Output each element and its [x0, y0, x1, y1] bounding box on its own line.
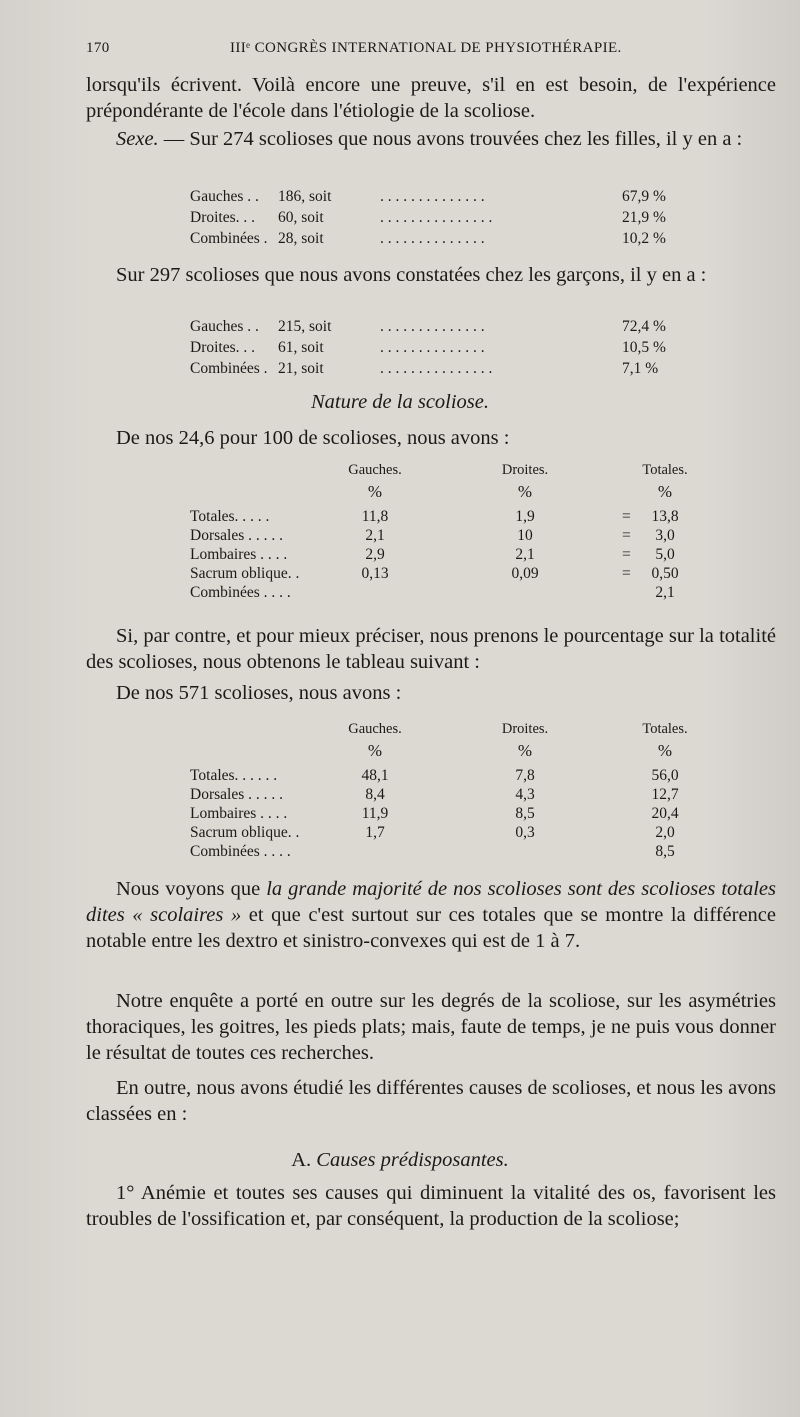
item-label: Droites. . . [190, 209, 256, 226]
cell-droites: 0,3 [515, 824, 535, 841]
item-percent: 10,2 % [622, 230, 666, 247]
cell-totales: 20,4 [651, 805, 679, 822]
equals-sign: = [622, 508, 631, 525]
item-percent: 72,4 % [622, 318, 666, 335]
column-header-droites: Droites. [501, 721, 549, 737]
item-label: Gauches . . [190, 188, 259, 205]
cell-gauches: 1,7 [365, 824, 385, 841]
paragraph-571-scolioses: De nos 571 scolioses, nous avons : [116, 682, 402, 704]
paragraph-anemia: 1° Anémie et toutes ses causes qui diminuent la vitalité des os, favorisent les troubles de l'ossification et, par conséquent, la production de la scoliose; [86, 1182, 776, 1230]
cell-totales: 13,8 [651, 508, 679, 525]
section-title-nature: Nature de la scoliose. [310, 391, 490, 413]
row-label: Combinées . . . . [190, 584, 291, 601]
row-label: Sacrum oblique. . [190, 565, 300, 582]
sex-heading: Sexe. [116, 128, 159, 150]
cell-gauches: 11,9 [361, 805, 389, 822]
cell-totales: 8,5 [655, 843, 675, 860]
cell-gauches: 2,9 [365, 546, 385, 563]
paragraph-sex-girls [86, 126, 776, 152]
paragraph-table2-intro: Si, par contre, et pour mieux préciser, nous prenons le pourcentage sur la totalité des scolioses, nous obtenons le tableau suivant : [86, 625, 776, 673]
column-header-totales: Totales. [642, 462, 688, 478]
cell-droites: 1,9 [515, 508, 535, 525]
column-unit: % [517, 741, 533, 760]
column-unit: % [517, 482, 533, 501]
section-causes-title: Causes prédisposantes. [316, 1149, 509, 1171]
cell-gauches: 48,1 [361, 767, 389, 784]
row-label: Dorsales . . . . . [190, 527, 283, 544]
cell-gauches: 11,8 [361, 508, 389, 525]
equals-sign: = [622, 565, 631, 582]
cell-droites: 8,5 [515, 805, 535, 822]
list-item [190, 209, 690, 229]
paragraph-table1-intro: De nos 24,6 pour 100 de scolioses, nous avons : [116, 427, 510, 449]
item-dots: . . . . . . . . . . . . . . . [380, 360, 493, 377]
item-dots: . . . . . . . . . . . . . . . [380, 209, 493, 226]
cell-gauches: 8,4 [365, 786, 385, 803]
cell-totales: 56,0 [651, 767, 679, 784]
item-dots: . . . . . . . . . . . . . . [380, 230, 485, 247]
paragraph-boys: Sur 297 scolioses que nous avons constatées chez les garçons, il y en a : [116, 264, 707, 286]
item-count: 186, soit [278, 188, 332, 205]
row-label: Sacrum oblique. . [190, 824, 300, 841]
item-dots: . . . . . . . . . . . . . . [380, 318, 485, 335]
cell-totales: 5,0 [655, 546, 675, 563]
item-percent: 7,1 % [622, 360, 659, 377]
item-count: 28, soit [278, 230, 324, 247]
item-label: Droites. . . [190, 339, 256, 356]
item-percent: 10,5 % [622, 339, 666, 356]
equals-sign: = [622, 527, 631, 544]
cell-droites: 0,09 [511, 565, 539, 582]
cell-gauches: 0,13 [361, 565, 389, 582]
paragraph-conclusion [86, 876, 776, 954]
row-label: Lombaires . . . . [190, 546, 288, 563]
column-unit: % [657, 741, 673, 760]
item-count: 61, soit [278, 339, 324, 356]
item-percent: 21,9 % [622, 209, 666, 226]
cell-totales: 2,0 [655, 824, 675, 841]
item-label: Gauches . . [190, 318, 259, 335]
item-label: Combinées . [190, 360, 268, 377]
cell-totales: 0,50 [651, 565, 679, 582]
conclusion-rest: et que c'est surtout sur ces totales que se montre la différence notable entre les dextro et sinistro-convexes qui est de 1 à 7. [86, 904, 777, 952]
running-title: IIIᵉ CONGRÈS INTERNATIONAL DE PHYSIOTHÉRAPIE. [230, 40, 622, 56]
item-count: 60, soit [278, 209, 324, 226]
column-header-totales: Totales. [642, 721, 688, 737]
cell-gauches: 2,1 [365, 527, 385, 544]
column-header-gauches: Gauches. [348, 721, 402, 737]
item-dots: . . . . . . . . . . . . . . [380, 188, 485, 205]
item-label: Combinées . [190, 230, 268, 247]
paragraph-school-influence: lorsqu'ils écrivent. Voilà encore une preuve, s'il en est besoin, de l'expérience prépondérante de l'école dans l'étiologie de la scoliose. [86, 74, 776, 122]
conclusion-lead: Nous voyons que [116, 878, 267, 900]
cell-totales: 12,7 [651, 786, 679, 803]
row-label: Lombaires . . . . [190, 805, 288, 822]
column-unit: % [367, 741, 383, 760]
item-percent: 67,9 % [622, 188, 666, 205]
row-label: Totales. . . . . [190, 508, 270, 525]
row-label: Totales. . . . . . [190, 767, 278, 784]
equals-sign: = [622, 546, 631, 563]
item-count: 21, soit [278, 360, 324, 377]
list-item [190, 230, 690, 250]
cell-droites: 7,8 [515, 767, 535, 784]
column-header-droites: Droites. [501, 462, 549, 478]
cell-droites: 4,3 [515, 786, 535, 803]
conclusion-emphasis: la grande majorité de nos scolioses sont des scolioses totales dites « scolaires » [86, 878, 776, 926]
list-item [190, 318, 690, 338]
item-dots: . . . . . . . . . . . . . . [380, 339, 485, 356]
list-item [190, 360, 690, 380]
list-item [190, 188, 690, 208]
row-label: Dorsales . . . . . [190, 786, 283, 803]
cell-droites: 2,1 [515, 546, 535, 563]
section-letter: A. [291, 1149, 317, 1171]
list-item [190, 339, 690, 359]
column-unit: % [367, 482, 383, 501]
column-header-gauches: Gauches. [348, 462, 402, 478]
sex-intro-text: — Sur 274 scolioses que nous avons trouvées chez les filles, il y en a : [158, 128, 743, 150]
cell-totales: 2,1 [655, 584, 675, 601]
item-count: 215, soit [278, 318, 332, 335]
cell-droites: 10 [517, 527, 533, 544]
section-title-causes [0, 1149, 800, 1172]
column-unit: % [657, 482, 673, 501]
row-label: Combinées . . . . [190, 843, 291, 860]
paragraph-causes: En outre, nous avons étudié les différentes causes de scolioses, et nous les avons classées en : [86, 1077, 776, 1125]
cell-totales: 3,0 [655, 527, 675, 544]
page-number: 170 [86, 40, 110, 56]
paragraph-survey: Notre enquête a porté en outre sur les degrés de la scoliose, sur les asymétries thoraciques, les goitres, les pieds plats; mais, faute de temps, je ne puis vous donner le résultat de toutes ces recherches. [86, 990, 776, 1064]
